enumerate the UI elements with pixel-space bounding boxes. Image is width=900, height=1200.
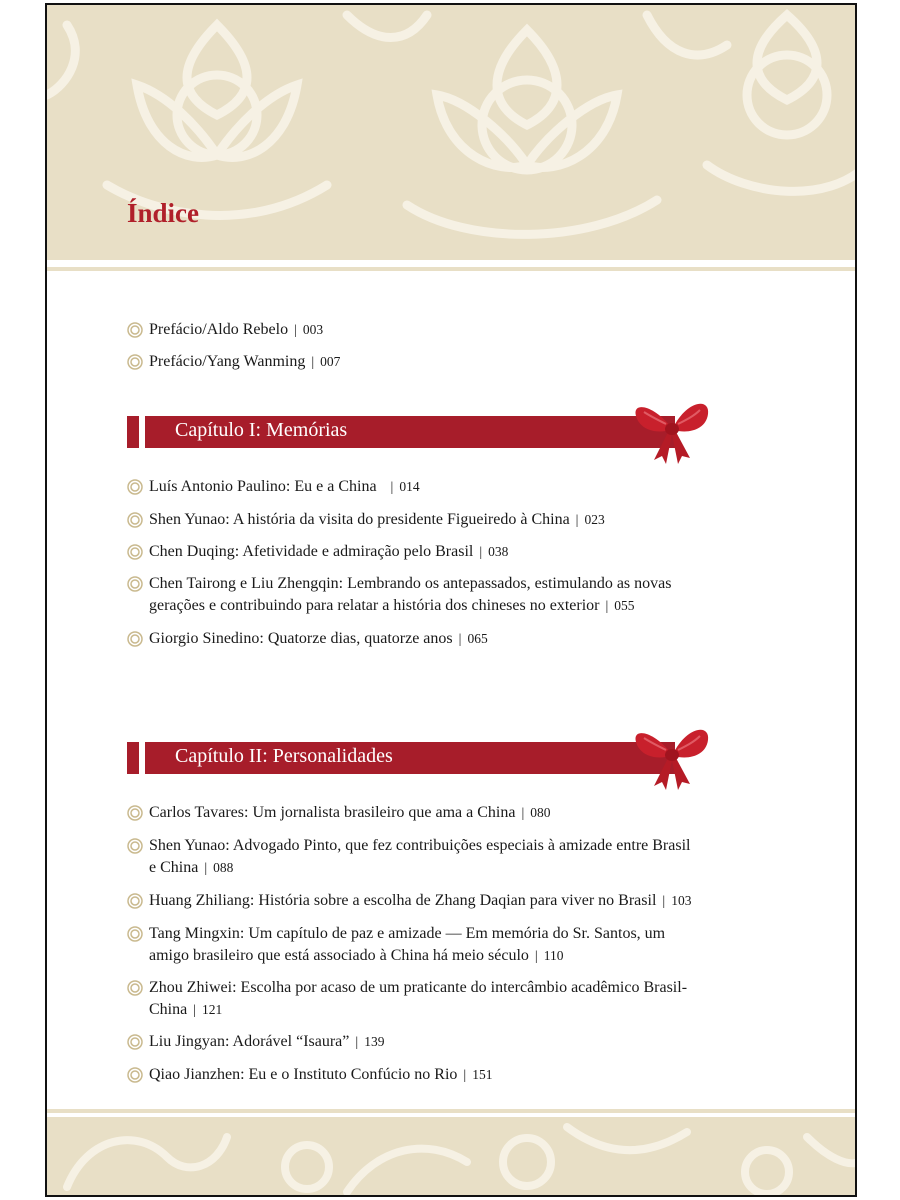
page-number: 088 [213, 860, 234, 875]
toc-entry[interactable] [127, 835, 690, 880]
toc-entry[interactable] [127, 319, 323, 342]
chapter-header [127, 416, 687, 448]
concentric-circle-icon [127, 631, 143, 647]
page-number: 103 [671, 893, 692, 908]
toc-entry-text [149, 1031, 384, 1054]
concentric-circle-icon [127, 1067, 143, 1083]
separator: | [479, 545, 483, 560]
toc-entry-text [149, 573, 671, 618]
entry-title: Luís Antonio Paulino: Eu e a China [149, 478, 377, 495]
toc-entry-text [149, 628, 488, 651]
chapter-tab [127, 416, 139, 448]
chapter-title: Capítulo I: Memórias [175, 419, 348, 441]
red-bow-icon [632, 720, 712, 792]
page-number: 038 [488, 544, 509, 559]
separator: | [294, 323, 297, 338]
concentric-circle-icon [127, 805, 143, 821]
decorative-footer-band [47, 1117, 855, 1195]
toc-entry-text [149, 1064, 492, 1087]
concentric-circle-icon [127, 512, 143, 528]
page-number: 110 [543, 948, 564, 963]
toc-entry[interactable] [127, 1064, 492, 1087]
entry-title-line: Zhou Zhiwei: Escolha por acaso de um praticante do intercâmbio acadêmico Brasil- [149, 979, 688, 996]
separator: | [575, 513, 579, 528]
separator: | [605, 599, 609, 614]
entry-title: Huang Zhiliang: História sobre a escolha de Zhang Daqian para viver no Brasil [149, 892, 657, 909]
concentric-circle-icon [127, 576, 143, 592]
entry-title: Giorgio Sinedino: Quatorze dias, quatorze anos [149, 630, 453, 647]
entry-title-line: gerações e contribuindo para relatar a história dos chineses no exterior [149, 597, 600, 614]
entry-title: Carlos Tavares: Um jornalista brasileiro que ama a China [149, 804, 516, 821]
concentric-circle-icon [127, 980, 143, 996]
red-bow-icon [632, 394, 712, 466]
chapter-tab [127, 742, 139, 774]
entry-title-line: e China [149, 859, 199, 876]
concentric-circle-icon [127, 1034, 143, 1050]
footer-stripe [47, 1109, 855, 1113]
entry-title-line: Shen Yunao: Advogado Pinto, que fez contribuições especiais à amizade entre Brasil [149, 837, 691, 854]
entry-title: Chen Duqing: Afetividade e admiração pelo Brasil [149, 543, 474, 560]
toc-entry[interactable] [127, 573, 671, 618]
toc-entry-text [149, 476, 420, 499]
toc-entry-text [149, 923, 665, 968]
page-number: 055 [614, 598, 635, 613]
separator: | [463, 1068, 467, 1083]
separator: | [521, 806, 525, 821]
separator: | [662, 894, 666, 909]
chapter-title: Capítulo II: Personalidades [175, 745, 393, 767]
chapter-header [127, 742, 687, 774]
toc-entry-text [149, 509, 605, 532]
page-number: 151 [472, 1067, 493, 1082]
toc-entry-text [149, 351, 340, 374]
toc-entry[interactable] [127, 351, 340, 374]
entry-title: Prefácio/Yang Wanming [149, 353, 306, 370]
entry-title-line: China [149, 1001, 188, 1018]
page-title: Índice [127, 198, 200, 228]
toc-entry[interactable] [127, 628, 488, 651]
concentric-circle-icon [127, 893, 143, 909]
toc-entry-text [149, 890, 691, 913]
concentric-circle-icon [127, 322, 143, 338]
separator: | [390, 480, 394, 495]
page-number: 023 [584, 512, 605, 527]
toc-entry-text [149, 319, 323, 342]
page-number: 080 [530, 805, 551, 820]
concentric-circle-icon [127, 354, 143, 370]
separator: | [355, 1035, 359, 1050]
page-number: 014 [399, 479, 420, 494]
page-number: 139 [364, 1034, 385, 1049]
separator: | [193, 1003, 197, 1018]
toc-entry-text [149, 977, 687, 1022]
entry-title-line: amigo brasileiro que está associado à China há meio século [149, 947, 529, 964]
page-number: 003 [302, 322, 324, 337]
toc-entry[interactable] [127, 476, 420, 499]
concentric-circle-icon [127, 479, 143, 495]
concentric-circle-icon [127, 926, 143, 942]
floral-pattern [47, 1117, 855, 1195]
concentric-circle-icon [127, 838, 143, 854]
separator: | [311, 355, 315, 370]
concentric-circle-icon [127, 544, 143, 560]
toc-entry[interactable] [127, 977, 687, 1022]
header-stripe [47, 267, 855, 271]
toc-entry[interactable] [127, 890, 691, 913]
toc-entry-text [149, 835, 690, 880]
toc-entry[interactable] [127, 541, 508, 564]
page-number: 007 [320, 354, 341, 369]
toc-entry[interactable] [127, 802, 551, 825]
separator: | [534, 949, 538, 964]
separator: | [458, 632, 462, 647]
entry-title: Shen Yunao: A história da visita do presidente Figueiredo à China [149, 511, 570, 528]
toc-entry[interactable] [127, 509, 605, 532]
entry-title-line: Chen Tairong e Liu Zhengqin: Lembrando os antepassados, estimulando as novas [149, 575, 672, 592]
toc-entry[interactable] [127, 1031, 384, 1054]
page-number: 121 [202, 1002, 223, 1017]
entry-title: Prefácio/Aldo Rebelo [149, 321, 289, 338]
toc-entry-text [149, 802, 551, 825]
toc-entry-text [149, 541, 508, 564]
entry-title-line: Tang Mingxin: Um capítulo de paz e amizade — Em memória do Sr. Santos, um [149, 925, 666, 942]
page-number: 065 [467, 631, 488, 646]
entry-title: Qiao Jianzhen: Eu e o Instituto Confúcio no Rio [149, 1066, 458, 1083]
toc-entry[interactable] [127, 923, 665, 968]
document-page [45, 3, 857, 1197]
entry-title: Liu Jingyan: Adorável “Isaura” [149, 1033, 350, 1050]
separator: | [204, 861, 208, 876]
